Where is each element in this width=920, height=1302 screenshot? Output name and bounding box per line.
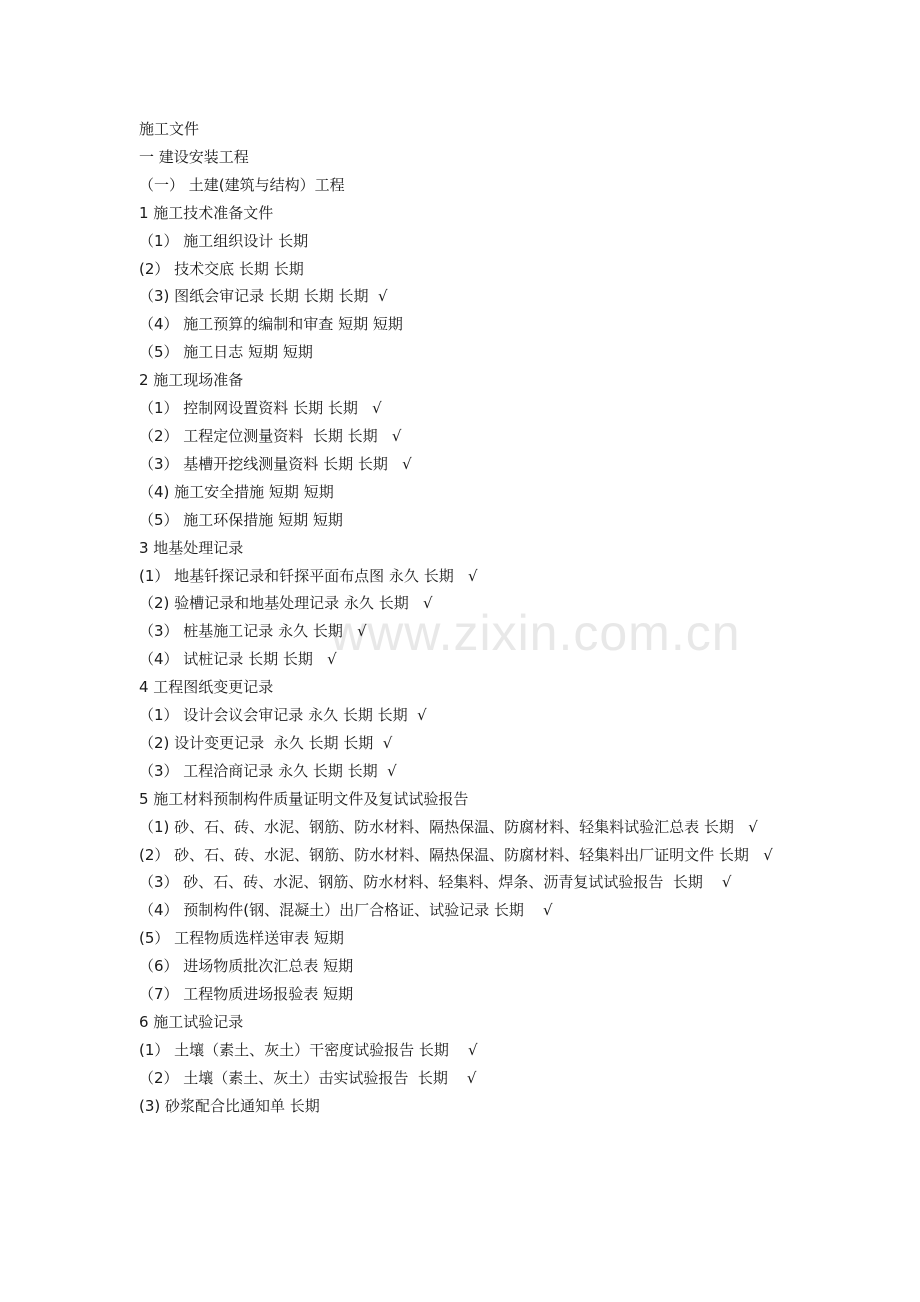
list-item: （6） 进场物质批次汇总表 短期 [139, 957, 354, 976]
list-item: (1） 土壤（素土、灰土）干密度试验报告 长期 √ [139, 1040, 478, 1059]
category-heading: 3 地基处理记录 [139, 538, 244, 557]
list-item: （1） 施工组织设计 长期 [139, 231, 309, 250]
list-item: （1） 控制网设置资料 长期 长期 √ [139, 399, 382, 418]
category-heading: 6 施工试验记录 [139, 1013, 244, 1031]
list-item: （2) 验槽记录和地基处理记录 永久 长期 √ [139, 594, 433, 613]
list-item: （3） 基槽开挖线测量资料 长期 长期 √ [139, 454, 412, 473]
category-heading: 2 施工现场准备 [139, 371, 244, 390]
list-item: (3) 砂浆配合比通知单 长期 [139, 1096, 320, 1115]
list-item: （3） 砂、石、砖、水泥、钢筋、防水材料、轻集料、焊条、沥青复试试验报告 长期 √ [139, 873, 732, 892]
list-item: （2) 设计变更记录 永久 长期 长期 √ [139, 733, 393, 752]
watermark-text: www.zixin.com.cn [330, 605, 741, 661]
list-item: （7） 工程物质进场报验表 短期 [139, 985, 354, 1004]
list-item: （1） 设计会议会审记录 永久 长期 长期 √ [139, 706, 427, 725]
category-heading: 5 施工材料预制构件质量证明文件及复试试验报告 [139, 789, 469, 808]
category-heading: 4 工程图纸变更记录 [139, 678, 274, 697]
list-item: (5） 工程物质选样送审表 短期 [139, 929, 344, 948]
list-item: （5） 施工日志 短期 短期 [139, 343, 313, 362]
list-item: （4） 施工预算的编制和审查 短期 短期 [139, 315, 403, 334]
list-item: （2） 土壤（素土、灰土）击实试验报告 长期 √ [139, 1068, 477, 1087]
section-heading: 一 建设安装工程 [139, 147, 249, 166]
document-body [139, 116, 799, 1121]
list-item: （3) 图纸会审记录 长期 长期 长期 √ [139, 287, 388, 306]
list-item: （4） 试桩记录 长期 长期 √ [139, 650, 337, 669]
list-item: （3） 工程洽商记录 永久 长期 长期 √ [139, 761, 397, 780]
list-item: （1) 砂、石、砖、水泥、钢筋、防水材料、隔热保温、防腐材料、轻集料试验汇总表 长期 √ [139, 817, 758, 836]
list-item: （5） 施工环保措施 短期 短期 [139, 510, 343, 529]
list-item: （4) 施工安全措施 短期 短期 [139, 482, 334, 501]
subsection-heading: （一） 土建(建筑与结构）工程 [139, 175, 345, 194]
list-item: (2） 技术交底 长期 长期 [139, 259, 304, 278]
list-item: （2） 工程定位测量资料 长期 长期 √ [139, 426, 402, 445]
list-item: （4） 预制构件(钢、混凝土）出厂合格证、试验记录 长期 √ [139, 901, 553, 920]
list-item: （3） 桩基施工记录 永久 长期 √ [139, 622, 367, 641]
list-item: (1） 地基钎探记录和钎探平面布点图 永久 长期 √ [139, 566, 478, 585]
document-title: 施工文件 [139, 120, 200, 138]
list-item: (2） 砂、石、砖、水泥、钢筋、防水材料、隔热保温、防腐材料、轻集料出厂证明文件 长期 √ [139, 845, 773, 864]
category-heading: 1 施工技术准备文件 [139, 203, 274, 222]
